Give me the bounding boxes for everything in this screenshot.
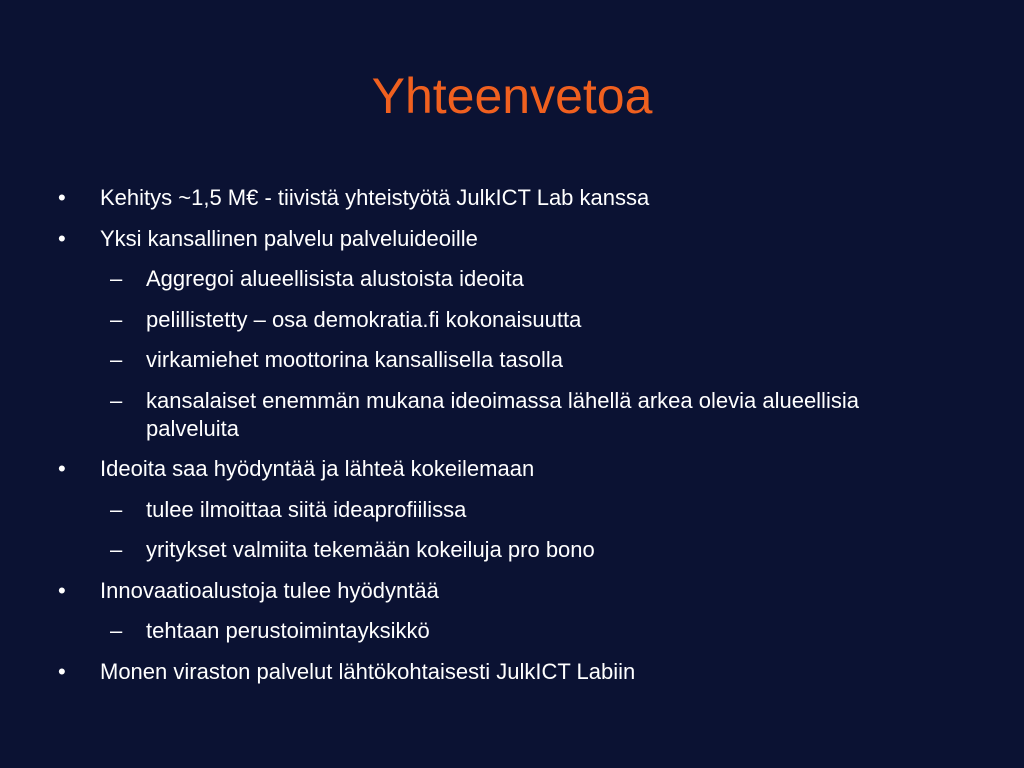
bullet-list	[58, 184, 958, 698]
dash-marker: –	[110, 266, 123, 291]
dash-marker: –	[110, 387, 123, 413]
list-item	[58, 346, 958, 374]
list-item	[58, 387, 958, 443]
list-item	[58, 306, 958, 334]
list-item-text: pelillistetty – osa demokratia.fi kokonaisuutta	[146, 306, 582, 332]
list-item-text: Yksi kansallinen palvelu palveluideoille	[100, 225, 478, 251]
list-item	[58, 496, 958, 524]
list-item-text: Monen viraston palvelut lähtökohtaisesti JulkICT Labiin	[100, 658, 636, 684]
list-item-text: virkamiehet moottorina kansallisella tasolla	[146, 347, 563, 372]
list-item	[58, 225, 958, 253]
list-item	[58, 536, 958, 564]
list-item-text: kansalaiset enemmän mukana ideoimassa lähellä arkea olevia alueellisia palveluita	[146, 387, 859, 441]
slide-title: Yhteenvetoa	[371, 68, 653, 124]
list-item	[58, 184, 958, 212]
list-item-text: yritykset valmiita tekemään kokeiluja pro bono	[146, 537, 595, 562]
list-item	[58, 455, 958, 483]
dash-marker: –	[110, 618, 123, 643]
list-item-text: Kehitys ~1,5 M€ - tiivistä yhteistyötä JulkICT Lab kanssa	[100, 185, 650, 210]
list-item	[58, 577, 958, 605]
list-item-text: tehtaan perustoimintayksikkö	[146, 618, 430, 643]
list-item-text: Aggregoi alueellisista alustoista ideoita	[146, 266, 524, 291]
dash-marker: –	[110, 537, 123, 562]
dash-marker: –	[110, 347, 123, 372]
list-item	[58, 265, 958, 293]
bullet-marker: •	[58, 225, 66, 251]
bullet-marker: •	[58, 185, 66, 210]
list-item-text: tulee ilmoittaa siitä ideaprofiilissa	[146, 496, 467, 522]
bullet-marker: •	[58, 456, 66, 481]
list-item	[58, 617, 958, 645]
list-item	[58, 658, 958, 686]
bullet-marker: •	[58, 577, 66, 603]
list-item-text: Innovaatioalustoja tulee hyödyntää	[100, 577, 439, 603]
bullet-marker: •	[58, 658, 66, 684]
list-item-text: Ideoita saa hyödyntää ja lähteä kokeilemaan	[100, 456, 535, 481]
dash-marker: –	[110, 496, 123, 522]
dash-marker: –	[110, 306, 123, 332]
